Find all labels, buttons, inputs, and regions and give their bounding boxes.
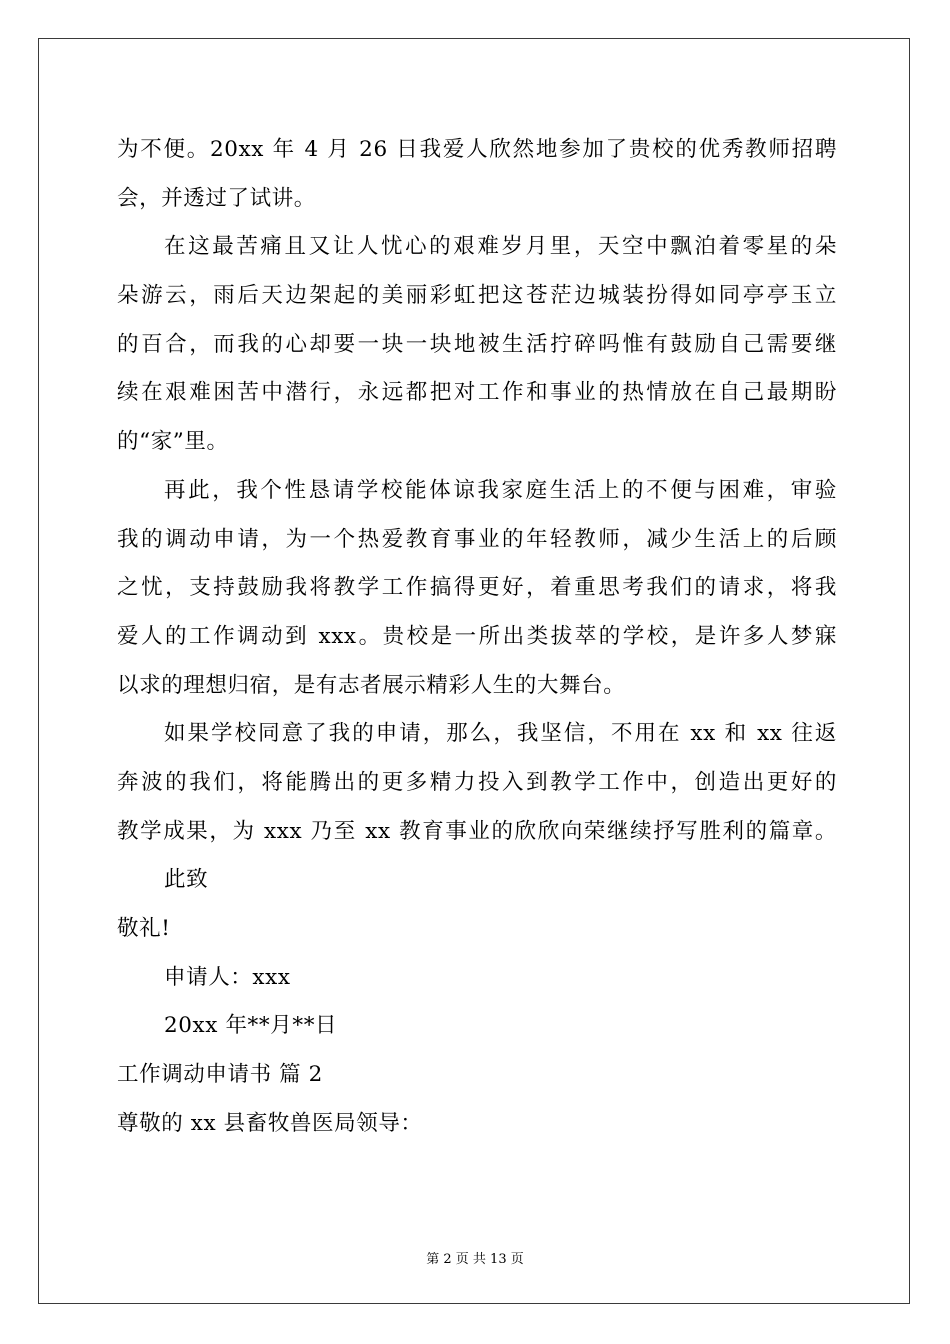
- page-footer: 第 2 页 共 13 页: [426, 1252, 524, 1267]
- paragraph-start-line: 再此，我个性恳请学校能体谅我家庭生活上的不便与困难，审验: [164, 477, 837, 503]
- body-line: 奔波的我们，将能腾出的更多精力投入到教学工作中，创造出更好的: [117, 769, 837, 795]
- body-line: 的“家”里。: [117, 429, 229, 455]
- paragraph-start-line: 在这最苦痛且又让人忧心的艰难岁月里，天空中飘泊着零星的朵: [164, 234, 837, 260]
- document-body: [117, 126, 837, 1148]
- salutation-line: 敬礼!: [117, 916, 171, 941]
- section-heading: 工作调动申请书 篇 2: [117, 1062, 323, 1088]
- greeting-line: 尊敬的 xx 县畜牧兽医局领导：: [117, 1110, 423, 1136]
- body-line: 为不便。20xx 年 4 月 26 日我爱人欣然地参加了贵校的优秀教师招聘: [117, 137, 837, 162]
- body-line: 教学成果，为 xxx 乃至 xx 教育事业的欣欣向荣继续抒写胜利的篇章。: [117, 818, 837, 844]
- body-line: 以求的理想归宿，是有志者展示精彩人生的大舞台。: [117, 672, 626, 698]
- body-line: 的百合，而我的心却要一块一块地被生活拧碎吗惟有鼓励自己需要继: [117, 331, 837, 357]
- body-line: 朵游云，雨后天边架起的美丽彩虹把这苍茫边城装扮得如同亭亭玉立: [117, 283, 837, 309]
- body-line: 会，并透过了试讲。: [117, 185, 316, 211]
- applicant-line: 申请人：xxx: [164, 964, 291, 990]
- body-line: 我的调动申请，为一个热爱教育事业的年轻教师，减少生活上的后顾: [117, 526, 837, 552]
- date-line: 20xx 年**月**日: [164, 1013, 338, 1039]
- body-line: 之忧，支持鼓励我将教学工作搞得更好，着重思考我们的请求，将我: [117, 575, 837, 601]
- paragraph-start-line: 如果学校同意了我的申请，那么，我坚信，不用在 xx 和 xx 往返: [164, 721, 837, 747]
- salutation-line: 此致: [164, 867, 209, 893]
- body-line: 爱人的工作调动到 xxx。贵校是一所出类拔萃的学校，是许多人梦寐: [117, 623, 837, 649]
- body-line: 续在艰难困苦中潜行，永远都把对工作和事业的热情放在自己最期盼: [117, 380, 837, 406]
